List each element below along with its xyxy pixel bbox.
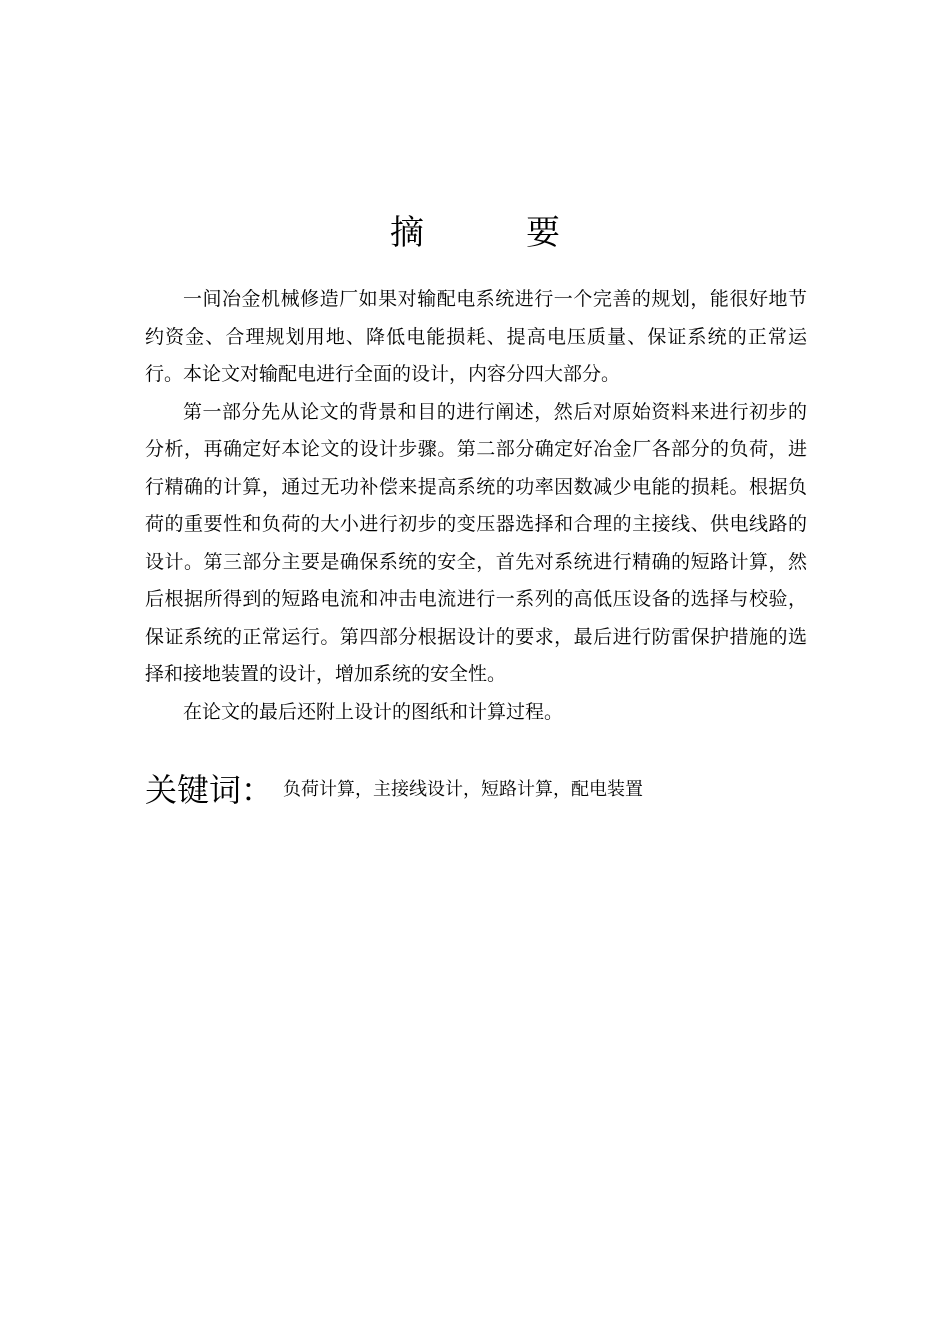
- keywords-label: 关键词：: [145, 771, 274, 809]
- keywords-line: [145, 766, 807, 814]
- abstract-body: [145, 281, 807, 731]
- abstract-paragraph-1: 一间冶金机械修造厂如果对输配电系统进行一个完善的规划，能很好地节约资金、合理规划用地、降低电能损耗、提高电压质量、保证系统的正常运行。本论文对输配电进行全面的设计，内容分四大部分。: [145, 288, 807, 385]
- abstract-title: 摘 要: [390, 213, 594, 253]
- abstract-paragraph-3: 在论文的最后还附上设计的图纸和计算过程。: [183, 700, 564, 723]
- keywords-values: 负荷计算，主接线设计，短路计算，配电装置: [283, 779, 644, 800]
- abstract-paragraph-2: 第一部分先从论文的背景和目的进行阐述，然后对原始资料来进行初步的分析，再确定好本论文的设计步骤。第二部分确定好冶金厂各部分的负荷，进行精确的计算，通过无功补偿来提高系统的功率因数减少电能的损耗。根据负荷的重要性和负荷的大小进行初步的变压器选择和合理的主接线、供电线路的设计。第三部分主要是确保系统的安全，首先对系统进行精确的短路计算，然后根据所得到的短路电流和冲击电流进行一系列的高低压设备的选择与校验，保证系统的正常运行。第四部分根据设计的要求，最后进行防雷保护措施的选择和接地装置的设计，增加系统的安全性。: [145, 400, 807, 685]
